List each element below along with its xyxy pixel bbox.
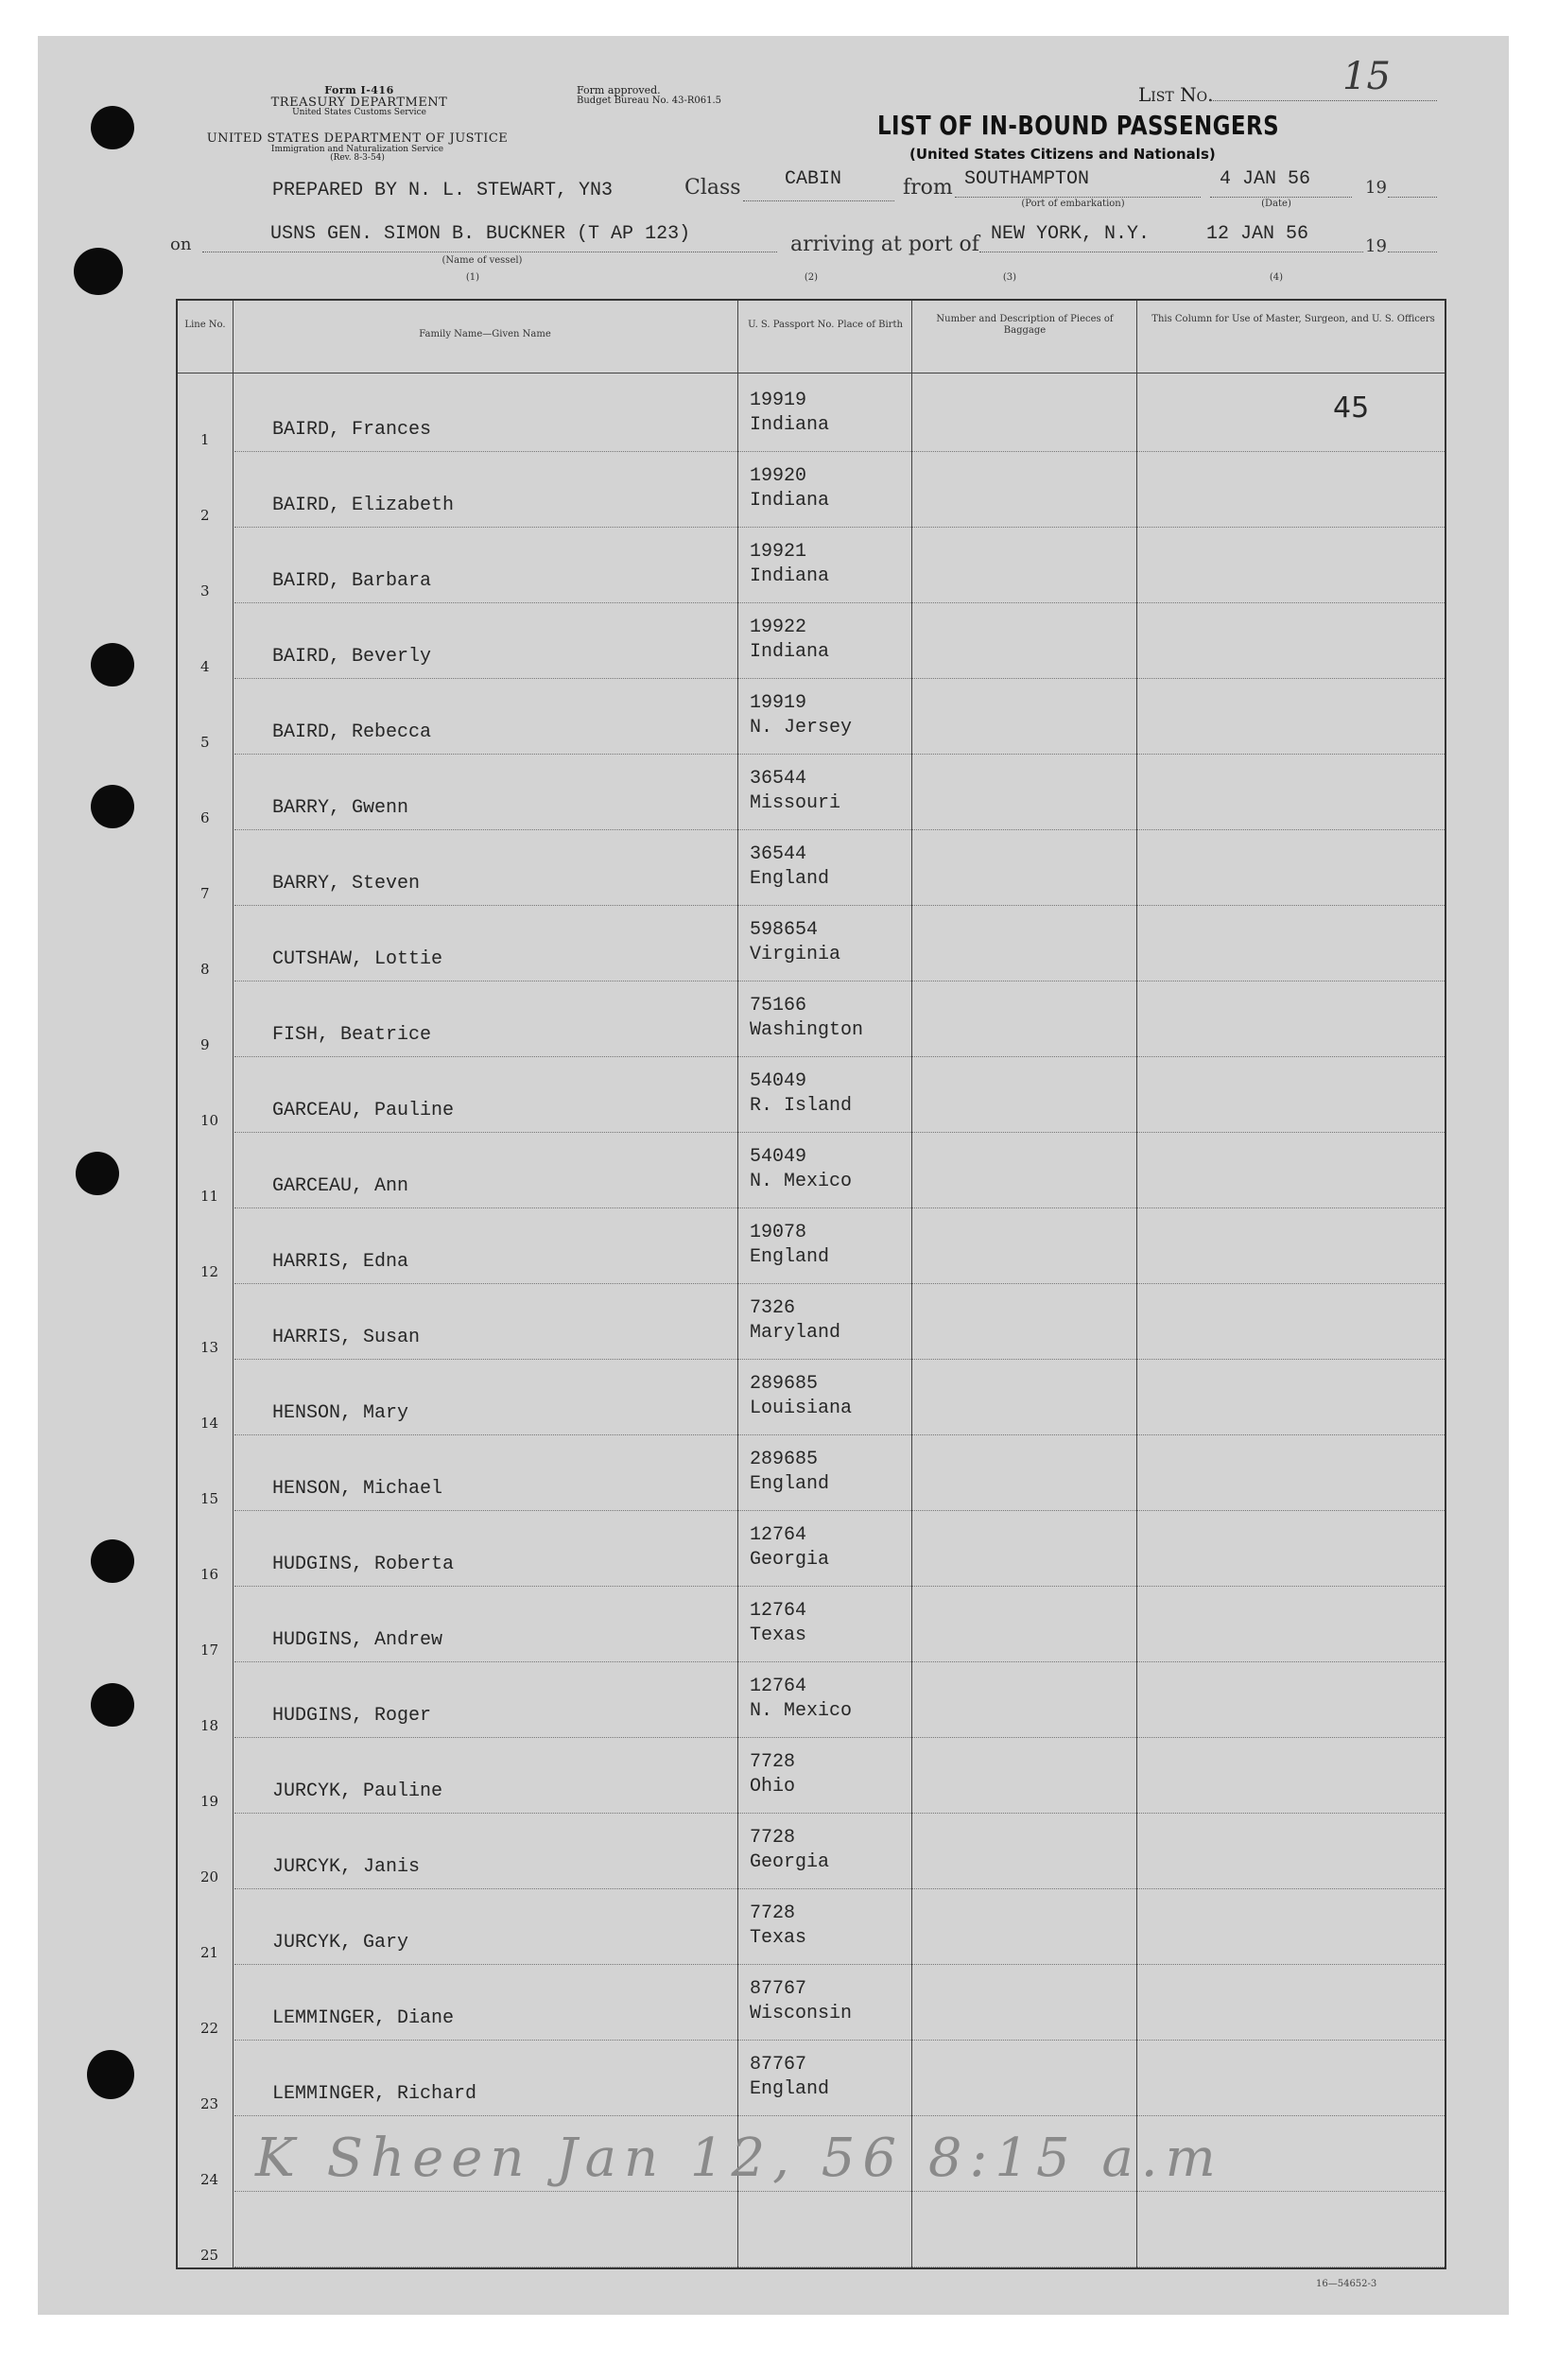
place-of-birth: Maryland	[750, 1322, 841, 1344]
place-of-birth: N. Mexico	[750, 1700, 853, 1722]
place-of-birth: Missouri	[750, 792, 841, 814]
passport-number: 12764	[750, 1600, 807, 1622]
form-agency-block	[203, 85, 515, 118]
place-of-birth: Washington	[750, 1019, 864, 1041]
line-number: 16	[200, 1566, 219, 1583]
place-of-birth: Indiana	[750, 565, 830, 587]
place-of-birth: R. Island	[750, 1095, 853, 1117]
place-of-birth: Texas	[750, 1624, 807, 1646]
table-row	[178, 2041, 1445, 2116]
passenger-name: BAIRD, Rebecca	[272, 721, 432, 743]
line-number: 11	[200, 1188, 219, 1205]
line-number: 1	[200, 431, 210, 448]
passenger-name: LEMMINGER, Richard	[272, 2083, 477, 2105]
line-number: 9	[200, 1036, 210, 1053]
passenger-name: BAIRD, Elizabeth	[272, 495, 455, 516]
line-number: 20	[200, 1868, 219, 1885]
place-of-birth: Indiana	[750, 490, 830, 512]
table-row	[178, 906, 1445, 982]
passport-number: 289685	[750, 1373, 819, 1395]
embarkation-caption: (Port of embarkation)	[1021, 199, 1125, 209]
passenger-name: GARCEAU, Ann	[272, 1175, 409, 1197]
passport-number: 87767	[750, 1978, 807, 2000]
passenger-name: JURCYK, Gary	[272, 1932, 409, 1954]
line-number: 12	[200, 1263, 219, 1280]
list-number-label: List No.	[1138, 83, 1214, 106]
approval-line-1: Form approved.	[577, 84, 661, 96]
arrival-date: 12 JAN 56	[1206, 223, 1309, 245]
table-row	[178, 1511, 1445, 1587]
caption-1: (1)	[465, 272, 480, 283]
binder-hole	[91, 106, 134, 149]
footer-code: 16—54652-3	[1316, 2279, 1377, 2289]
place-of-birth: Indiana	[750, 414, 830, 436]
form-revision: (Rev. 8-3-54)	[330, 153, 385, 164]
passport-number: 87767	[750, 2054, 807, 2076]
passport-number: 19919	[750, 692, 807, 714]
place-of-birth: England	[750, 868, 830, 890]
passenger-name: BAIRD, Frances	[272, 419, 432, 441]
line-number: 7	[200, 885, 210, 902]
binder-hole	[87, 2050, 134, 2099]
passport-number: 19919	[750, 390, 807, 411]
line-number: 5	[200, 734, 210, 751]
passenger-name: JURCYK, Pauline	[272, 1781, 443, 1802]
place-of-birth: Indiana	[750, 641, 830, 663]
place-of-birth: England	[750, 1473, 830, 1495]
passenger-name: LEMMINGER, Diane	[272, 2007, 455, 2029]
form-number: Form I-416	[324, 84, 394, 96]
passport-number: 12764	[750, 1676, 807, 1697]
caption-4: (4)	[1269, 272, 1284, 283]
passenger-name: BAIRD, Beverly	[272, 646, 432, 668]
place-of-birth: Virginia	[750, 944, 841, 965]
passport-number: 19920	[750, 465, 807, 487]
line-number: 6	[200, 809, 210, 826]
table-row	[178, 1208, 1445, 1284]
customs-service: United States Customs Service	[292, 108, 426, 118]
table-row	[178, 2192, 1445, 2267]
passport-number: 7326	[750, 1297, 796, 1319]
passenger-name: HUDGINS, Roger	[272, 1705, 432, 1727]
place-of-birth: England	[750, 1246, 830, 1268]
line-number: 19	[200, 1793, 219, 1810]
table-row	[178, 982, 1445, 1057]
passport-number: 36544	[750, 843, 807, 865]
passenger-name: HUDGINS, Roberta	[272, 1554, 455, 1575]
line-number: 18	[200, 1717, 219, 1734]
passenger-name: HENSON, Michael	[272, 1478, 443, 1500]
passport-number: 289685	[750, 1449, 819, 1470]
from-label: from	[903, 176, 953, 200]
line-number: 3	[200, 582, 210, 599]
treasury-department: TREASURY DEPARTMENT	[270, 95, 448, 110]
officer-note: 45	[1333, 391, 1370, 425]
table-row	[178, 1587, 1445, 1662]
place-of-birth: Ohio	[750, 1776, 796, 1798]
place-of-birth: Georgia	[750, 1851, 830, 1873]
table-row	[178, 755, 1445, 830]
table-row	[178, 1360, 1445, 1435]
passport-number: 19921	[750, 541, 807, 563]
line-number: 14	[200, 1415, 219, 1432]
table-row	[178, 1133, 1445, 1208]
passport-number: 54049	[750, 1146, 807, 1168]
binder-hole	[91, 643, 134, 686]
table-row	[178, 1738, 1445, 1814]
table-row	[178, 1889, 1445, 1965]
table-row	[178, 376, 1445, 452]
line-number: 21	[200, 1944, 219, 1961]
passenger-name: HARRIS, Edna	[272, 1251, 409, 1273]
col-line-no: Line No.	[184, 320, 226, 330]
passenger-name: HENSON, Mary	[272, 1402, 409, 1424]
table-row	[178, 830, 1445, 906]
passport-number: 7728	[750, 1751, 796, 1773]
line-number: 23	[200, 2095, 219, 2112]
col-name: Family Name—Given Name	[419, 329, 551, 339]
place-of-birth: Texas	[750, 1927, 807, 1949]
passport-number: 7728	[750, 1827, 796, 1849]
line-number: 10	[200, 1112, 219, 1129]
year-prefix-2: 19	[1365, 236, 1387, 256]
line-number: 8	[200, 961, 210, 978]
line-number: 2	[200, 507, 210, 524]
vessel-name: USNS GEN. SIMON B. BUCKNER (T AP 123)	[270, 223, 691, 245]
passport-number: 19922	[750, 617, 807, 638]
passport-number: 12764	[750, 1524, 807, 1546]
binder-hole	[91, 785, 134, 828]
departure-date: 4 JAN 56	[1220, 168, 1311, 190]
passport-number: 7728	[750, 1902, 796, 1924]
prepared-by: PREPARED BY N. L. STEWART, YN3	[272, 180, 614, 201]
passport-number: 36544	[750, 768, 807, 790]
passenger-name: HUDGINS, Andrew	[272, 1629, 443, 1651]
passport-number: 19078	[750, 1222, 807, 1243]
class-label: Class	[684, 176, 741, 200]
form-title: LIST OF IN-BOUND PASSENGERS	[877, 110, 1280, 141]
line-number: 25	[200, 2247, 219, 2264]
table-row	[178, 603, 1445, 679]
table-row	[178, 528, 1445, 603]
passenger-name: FISH, Beatrice	[272, 1024, 432, 1046]
approval-line-2: Budget Bureau No. 43-R061.5	[577, 95, 721, 106]
table-row	[178, 1057, 1445, 1133]
class-value: CABIN	[785, 168, 842, 190]
justice-department: UNITED STATES DEPARTMENT OF JUSTICE	[206, 131, 509, 146]
table-row	[178, 1662, 1445, 1738]
binder-hole	[91, 1539, 134, 1583]
passport-number: 75166	[750, 995, 807, 1016]
vessel-caption: (Name of vessel)	[441, 255, 523, 266]
table-row	[178, 1284, 1445, 1360]
col-baggage: Number and Description of Pieces of Baggage	[936, 314, 1114, 336]
table-row	[178, 679, 1445, 755]
place-of-birth: Louisiana	[750, 1398, 853, 1419]
col-officers: This Column for Use of Master, Surgeon, and U. S. Officers	[1151, 314, 1435, 324]
binder-hole	[76, 1152, 119, 1195]
passenger-name: CUTSHAW, Lottie	[272, 948, 443, 970]
line-number: 22	[200, 2020, 219, 2037]
passenger-name: HARRIS, Susan	[272, 1327, 421, 1348]
table-row	[178, 1435, 1445, 1511]
arriving-label: arriving at port of	[790, 233, 979, 256]
table-row	[178, 1965, 1445, 2041]
col-passport: U. S. Passport No. Place of Birth	[748, 320, 903, 330]
caption-2: (2)	[804, 272, 819, 283]
passenger-name: BARRY, Gwenn	[272, 797, 409, 819]
list-number-value: 15	[1342, 55, 1391, 98]
place-of-birth: N. Mexico	[750, 1171, 853, 1192]
passenger-name: BAIRD, Barbara	[272, 570, 432, 592]
year-prefix-1: 19	[1365, 178, 1387, 198]
date-caption: (Date)	[1261, 199, 1291, 209]
arrival-port: NEW YORK, N.Y.	[991, 223, 1151, 245]
table-row	[178, 452, 1445, 528]
table-row	[178, 1814, 1445, 1889]
passenger-name: BARRY, Steven	[272, 873, 421, 895]
immigration-service: Immigration and Naturalization Service	[270, 144, 444, 154]
embarkation-port: SOUTHAMPTON	[964, 168, 1090, 190]
passport-number: 54049	[750, 1070, 807, 1092]
binder-hole	[91, 1683, 134, 1727]
line-number: 24	[200, 2171, 219, 2188]
binder-hole	[74, 248, 123, 295]
place-of-birth: Wisconsin	[750, 2003, 853, 2024]
place-of-birth: Georgia	[750, 1549, 830, 1571]
caption-3: (3)	[1002, 272, 1017, 283]
on-label: on	[170, 235, 192, 254]
line-number: 17	[200, 1642, 219, 1659]
form-approval	[577, 85, 721, 106]
passport-number: 598654	[750, 919, 819, 941]
line-number: 13	[200, 1339, 219, 1356]
passenger-name: GARCEAU, Pauline	[272, 1100, 455, 1121]
line-number: 15	[200, 1490, 219, 1507]
place-of-birth: N. Jersey	[750, 717, 853, 738]
passenger-table	[176, 299, 1446, 2269]
place-of-birth: England	[750, 2078, 830, 2100]
line-number: 4	[200, 658, 210, 675]
handwritten-inspection-note: K Sheen Jan 12, 56 8:15 a.m	[255, 2128, 1223, 2189]
form-subtitle: (United States Citizens and Nationals)	[909, 146, 1216, 163]
justice-block	[159, 132, 556, 164]
passenger-name: JURCYK, Janis	[272, 1856, 421, 1878]
